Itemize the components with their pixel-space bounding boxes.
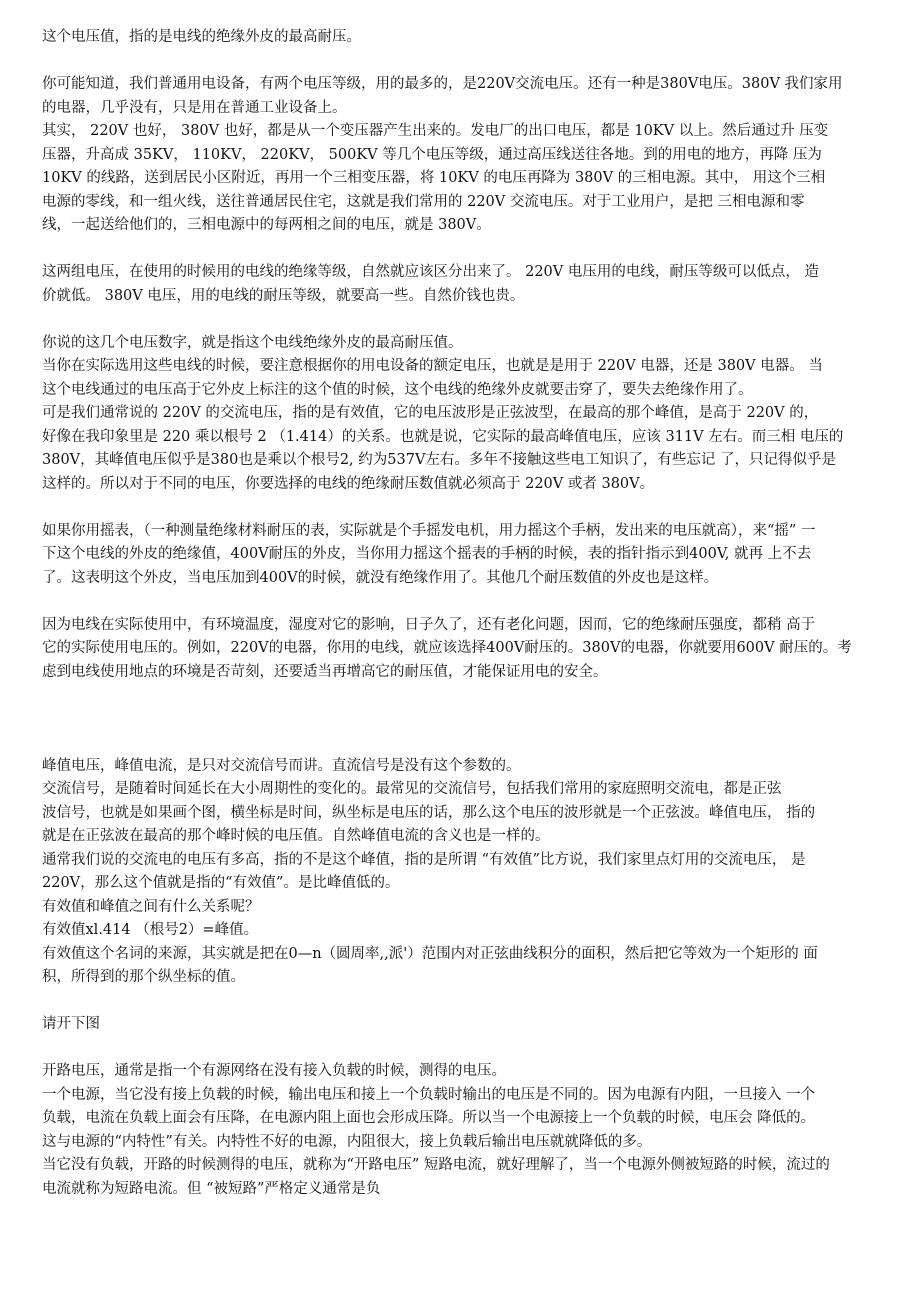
text-line: 的电器，几乎没有，只是用在普通工业设备上。 — [42, 99, 347, 116]
blank-line — [42, 308, 882, 332]
text-line: 有效值和峰值之间有什么关系呢？ — [42, 898, 260, 915]
text-line: 它的实际使用电压的。例如，220V的电器，你用的电线，就应该选择400V耐压的。380V的电器，你就要用600V 耐压的。考 — [42, 640, 852, 656]
text-line: 这个电线通过的电压高于它外皮上标注的这个值的时候，这个电线的绝缘外皮就要击穿了，要失去绝缘作用了。 — [42, 381, 753, 398]
blank-line — [42, 50, 882, 74]
text-line: 可是我们通常说的 220V 的交流电压，指的是有效值，它的电压波形是正弦波型，在最高的那个峰值，是高于 220V 的， — [42, 405, 819, 421]
text-line: 了。这表明这个外皮，当电压加到400V的时候，就没有绝缘作用了。其他几个耐压数值的外皮也是这样。 — [42, 569, 719, 586]
text-line: 一个电源，当它没有接上负载的时候，输出电压和接上一个负载时输出的电压是不同的。因为电源有内阻，一旦接入 一个 — [42, 1086, 816, 1103]
text-line: 其实， 220V 也好， 380V 也好，都是从一个变压器产生出来的。发电厂的出口电压，都是 10KV 以上。然后通过升 压变 — [42, 123, 829, 139]
text-line: 虑到电线使用地点的环境是否苛刻，还要适当再增高它的耐压值，才能保证用电的安全。 — [42, 663, 608, 680]
blank-line — [42, 238, 882, 262]
blank-line — [42, 590, 882, 614]
text-line: 这个电压值，指的是电线的绝缘外皮的最高耐压。 — [42, 29, 361, 45]
blank-line — [42, 731, 882, 755]
text-line: 开路电压，通常是指一个有源网络在没有接入负载的时候，测得的电压。 — [42, 1063, 506, 1079]
text-line: 峰值电压，峰值电流，是只对交流信号而讲。直流信号是没有这个参数的。 — [42, 757, 521, 774]
blank-line — [42, 684, 882, 708]
text-line: 交流信号，是随着时间延长在大小周期性的变化的。最常见的交流信号，包括我们常用的家庭照明交流电，都是正弦 — [42, 781, 782, 797]
text-line: 请开下图 — [42, 1016, 100, 1032]
text-line: 当它没有负载，开路的时候测得的电压，就称为“开路电压” 短路电流，就好理解了，当一个电源外侧被短路的时候，流过的 — [42, 1157, 830, 1173]
text-line: 380V，其峰值电压似乎是380也是乘以个根号2, 约为537V左右。多年不接触这些电工知识了，有些忘记 了，只记得似乎是 — [42, 452, 837, 468]
text-line: 好像在我印象里是 220 乘以根号 2 （1.414）的关系。也就是说，它实际的最高峰值电压，应该 311V 左右。而三相 电压的 — [42, 428, 844, 445]
text-line: 10KV 的线路，送到居民小区附近，再用一个三相变压器，将 10KV 的电压再降为 380V 的三相电源。其中， 用这个三相 — [42, 170, 826, 186]
blank-line — [42, 990, 882, 1014]
text-line: 下这个电线的外皮的绝缘值，400V耐压的外皮，当你用力摇这个摇表的手柄的时候，表的指针指示到400V, 就再 上不去 — [42, 546, 812, 562]
text-line: 如果你用摇表，（一种测量绝缘材料耐压的表，实际就是个手摇发电机，用力摇这个手柄，发出来的电压就高），来“摇” 一 — [42, 522, 816, 539]
text-line: 压器，升高成 35KV， 110KV， 220KV， 500KV 等几个电压等级，通过高压线送往各地。到的用电的地方，再降 压为 — [42, 146, 822, 163]
text-line: 你说的这几个电压数字，就是指这个电线绝缘外皮的最高耐压值。 — [42, 334, 463, 351]
text-line: 你可能知道，我们普通用电设备，有两个电压等级，用的最多的，是220V交流电压。还有一种是380V电压。380V 我们家用 — [42, 76, 843, 92]
text-line: 因为电线在实际使用中，有环境温度，湿度对它的影响，日子久了，还有老化问题，因而，它的绝缘耐压强度，都稍 高于 — [42, 616, 816, 633]
text-line: 当你在实际选用这些电线的时候，要注意根据你的用电设备的额定电压，也就是是用于 220V 电器，还是 380V 电器。 当 — [42, 358, 823, 374]
text-line: 有效值xl.414 （根号2）=峰值。 — [42, 922, 259, 938]
text-line: 这与电源的“内特性”有关。内特性不好的电源，内阻很大，接上负载后输出电压就就降低的多。 — [42, 1133, 652, 1150]
text-line: 积，所得到的那个纵坐标的值。 — [42, 969, 245, 985]
document-body — [42, 26, 882, 1201]
text-line: 电源的零线，和一组火线，送往普通居民住宅，这就是我们常用的 220V 交流电压。对于工业用户，是把 三相电源和零 — [42, 193, 805, 210]
blank-line — [42, 708, 882, 732]
text-line: 这样的。所以对于不同的电压，你要选择的电线的绝缘耐压数值就必须高于 220V 或者 380V。 — [42, 475, 655, 492]
text-line: 就是在正弦波在最高的那个峰时候的电压值。自然峰值电流的含义也是一样的。 — [42, 828, 550, 844]
text-line: 通常我们说的交流电的电压有多高，指的不是这个峰值，指的是所谓 “有效值”比方说，我们家里点灯用的交流电压， 是 — [42, 851, 806, 868]
text-line: 价就低。 380V 电压，用的电线的耐压等级，就要高一些。自然价钱也贵。 — [42, 287, 525, 304]
text-line: 有效值这个名词的来源，其实就是把在0—n（圆周率,,派'）范围内对正弦曲线积分的面积，然后把它等效为一个矩形的 面 — [42, 945, 818, 962]
text-line: 线，一起送给他们的，三相电源中的每两相之间的电压，就是 380V。 — [42, 217, 491, 233]
text-line: 220V，那么这个值就是指的“有效值”。是比峰值低的。 — [42, 875, 400, 891]
text-line: 波信号，也就是如果画个图，横坐标是时间，纵坐标是电压的话，那么这个电压的波形就是一个正弦波。峰值电压， 指的 — [42, 804, 816, 821]
text-line: 这两组电压，在使用的时候用的电线的绝缘等级，自然就应该区分出来了。 220V 电压用的电线，耐压等级可以低点， 造 — [42, 264, 819, 280]
text-line: 负载，电流在负载上面会有压降，在电源内阻上面也会形成压降。所以当一个电源接上一个负载的时候，电压会 降低的。 — [42, 1110, 816, 1126]
blank-line — [42, 1037, 882, 1061]
blank-line — [42, 496, 882, 520]
text-line: 电流就称为短路电流。但 “被短路”严格定义通常是负 — [42, 1180, 381, 1197]
